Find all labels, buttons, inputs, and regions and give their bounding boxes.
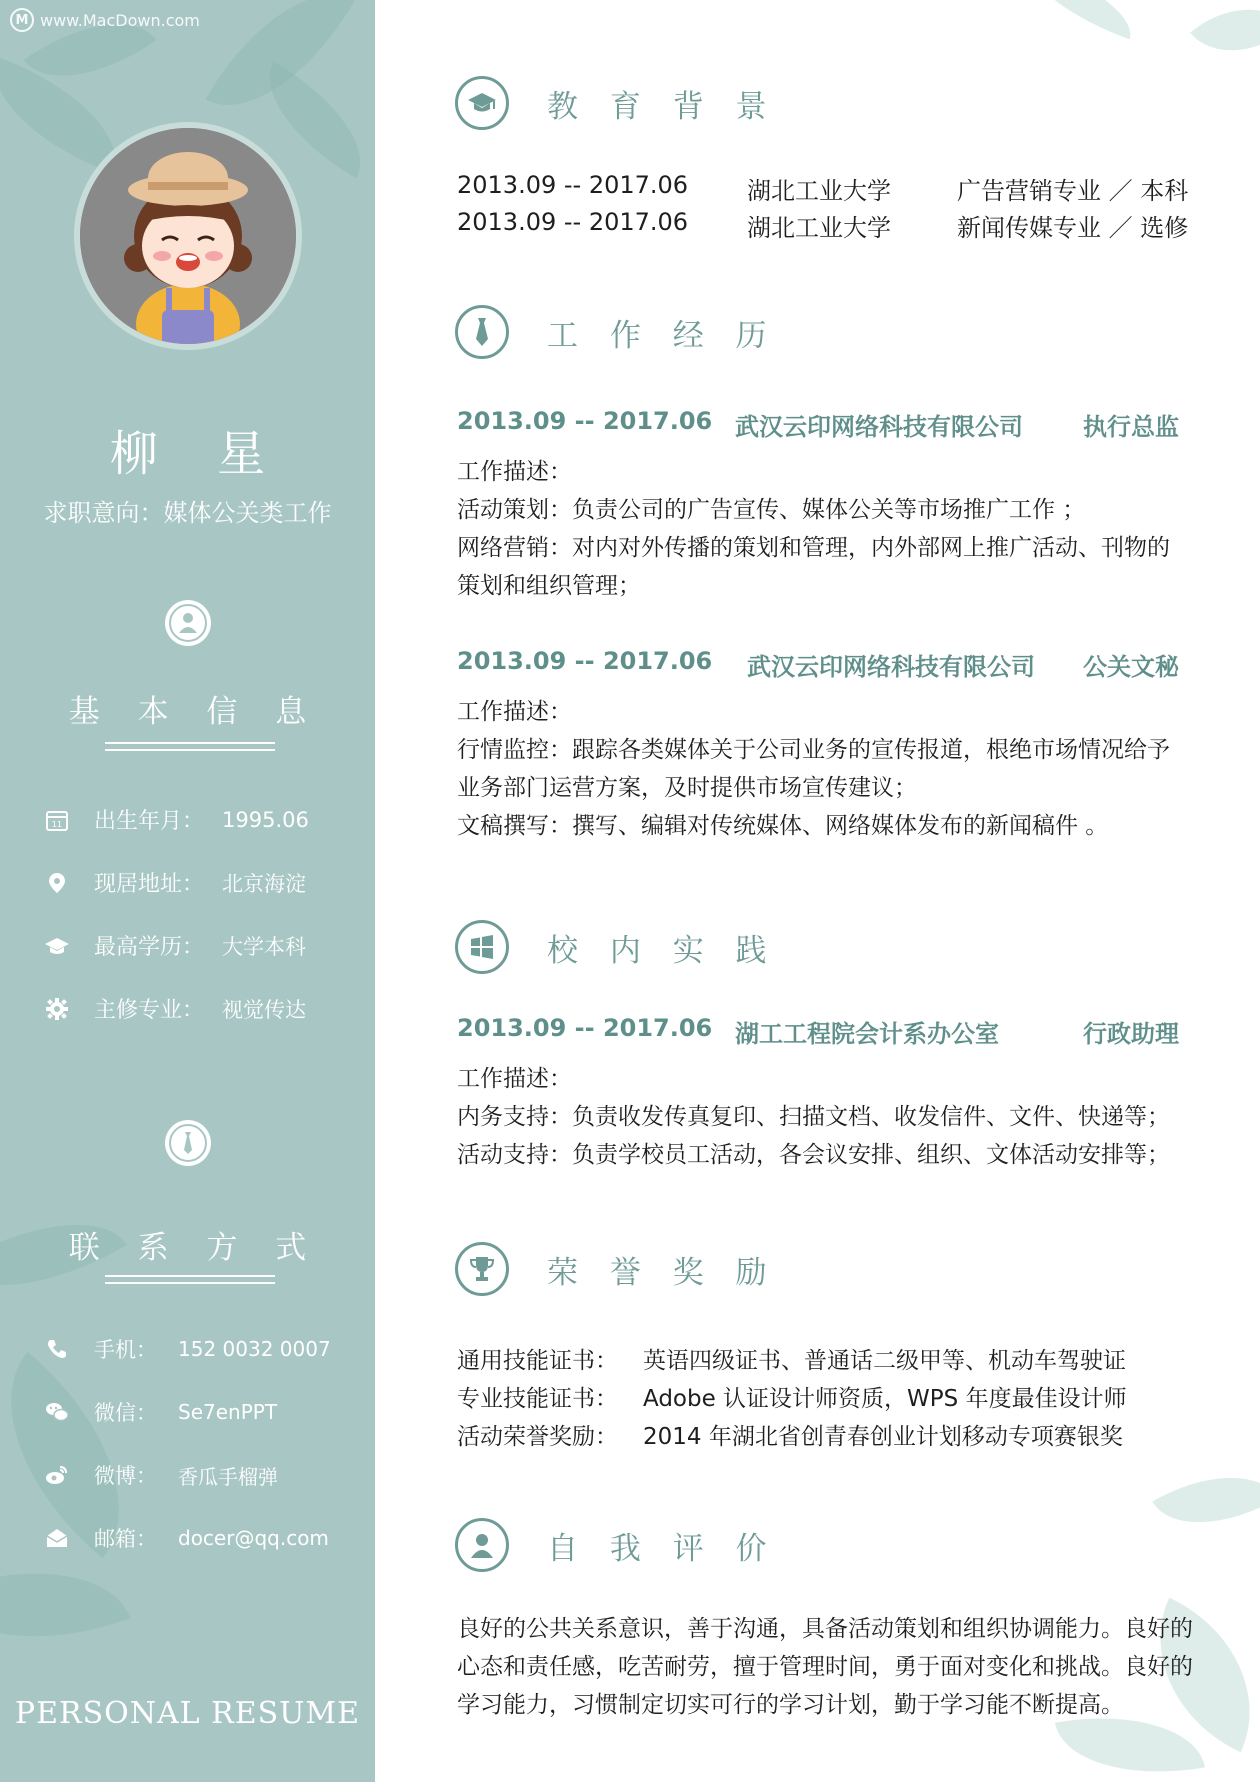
- edu-period: 2013.09 -- 2017.06: [457, 171, 689, 199]
- award-row: [457, 1342, 1126, 1375]
- contact-label: 手机：: [94, 1338, 157, 1362]
- job-role: 公关文秘: [1083, 653, 1179, 681]
- job-intent: 求职意向：媒体公关类工作: [43, 499, 332, 527]
- practice-role: 行政助理: [1083, 1020, 1179, 1048]
- watermark-text: www.MacDown.com: [40, 10, 200, 30]
- wechat-icon: [44, 1399, 70, 1425]
- leaf-decoration: [0, 1534, 130, 1677]
- leaf-decoration: [1017, 0, 1143, 39]
- mail-icon: [44, 1525, 70, 1551]
- info-row-address: [44, 867, 306, 898]
- contact-label: 邮箱：: [94, 1527, 157, 1551]
- info-value: 1995.06: [222, 807, 309, 832]
- edu-school: 湖北工业大学: [747, 177, 891, 205]
- practice-header: [457, 1014, 1179, 1048]
- info-label: 主修专业：: [94, 998, 205, 1023]
- watermark: [10, 8, 200, 32]
- person-badge-icon: [165, 600, 211, 646]
- watermark-logo: M: [10, 8, 34, 32]
- tie-badge-icon: [165, 1120, 211, 1166]
- job-company: 武汉云印网络科技有限公司: [735, 413, 1023, 441]
- info-label: 出生年月：: [94, 809, 205, 834]
- section-header-honors: [455, 1242, 778, 1296]
- contact-value: 152 0032 0007: [178, 1337, 331, 1361]
- phone-icon: [44, 1336, 70, 1362]
- edu-major: 广告营销专业 ／ 本科: [957, 177, 1189, 205]
- contact-label: 微博：: [94, 1464, 157, 1488]
- gear-icon: [44, 996, 70, 1022]
- leaf-decoration: [1190, 0, 1260, 79]
- person-icon: [455, 1518, 509, 1572]
- award-label: 通用技能证书：: [457, 1348, 618, 1374]
- award-value: 2014 年湖北省创青春创业计划移动专项赛银奖: [643, 1424, 1123, 1450]
- award-row: [457, 1380, 1127, 1413]
- award-value: Adobe 认证设计师资质，WPS 年度最佳设计师: [643, 1386, 1127, 1412]
- job-header: [457, 647, 1179, 681]
- info-label: 现居地址：: [94, 872, 205, 897]
- job-role: 执行总监: [1083, 413, 1179, 441]
- contact-row-email: [44, 1523, 329, 1553]
- info-label: 最高学历：: [94, 935, 205, 960]
- practice-period: 2013.09 -- 2017.06: [457, 1014, 713, 1042]
- contact-value: docer@qq.com: [178, 1526, 329, 1550]
- info-value: 视觉传达: [222, 997, 306, 1022]
- edu-school: 湖北工业大学: [747, 214, 891, 242]
- job-description-text: 工作描述： 行情监控：跟踪各类媒体关于公司业务的宣传报道，根绝市场情况给予 业务部门运营方案，及时提供市场宣传建议； 文稿撰写：撰写、编辑对传统媒体、网络媒体发布的新闻稿件 。: [457, 699, 1170, 839]
- weibo-icon: [44, 1462, 70, 1488]
- practice-description-text: 工作描述： 内务支持：负责收发传真复印、扫描文档、收发信件、文件、快递等； 活动支持：负责学校员工活动，各会议安排、组织、文体活动安排等；: [457, 1066, 1170, 1168]
- edu-major: 新闻传媒专业 ／ 选修: [957, 214, 1189, 242]
- basic-info-title: 基 本 信 息: [68, 694, 321, 730]
- contact-row-phone: [44, 1334, 331, 1364]
- practice-description: [457, 1060, 1197, 1174]
- award-value: 英语四级证书、普通话二级甲等、机动车驾驶证: [643, 1348, 1126, 1374]
- section-header-education: [455, 76, 778, 130]
- title-divider: [105, 742, 275, 751]
- job-description: [457, 693, 1197, 845]
- info-row-major: [44, 993, 306, 1024]
- sidebar: [0, 0, 375, 1782]
- leaf-decoration: [1152, 1447, 1260, 1554]
- contact-value: Se7enPPT: [178, 1400, 278, 1424]
- section-title: 工 作 经 历: [547, 317, 778, 354]
- job-description-text: 工作描述： 活动策划：负责公司的广告宣传、媒体公关等市场推广工作 ； 网络营销：对内对外传播的策划和管理，内外部网上推广活动、刊物的 策划和组织管理；: [457, 459, 1170, 599]
- calendar-icon: [44, 807, 70, 833]
- practice-org: 湖工工程院会计系办公室: [735, 1020, 999, 1048]
- award-label: 专业技能证书：: [457, 1386, 618, 1412]
- section-title: 校 内 实 践: [547, 932, 778, 969]
- section-header-work: [455, 305, 778, 359]
- award-row: [457, 1418, 1123, 1451]
- contact-value: 香瓜手榴弹: [178, 1464, 278, 1489]
- graduation-cap-icon: [455, 76, 509, 130]
- contact-label: 微信：: [94, 1401, 157, 1425]
- section-title: 自 我 评 价: [547, 1530, 778, 1567]
- job-company: 武汉云印网络科技有限公司: [747, 653, 1035, 681]
- contact-row-weibo: [44, 1460, 278, 1490]
- job-period: 2013.09 -- 2017.06: [457, 407, 713, 435]
- info-value: 北京海淀: [222, 871, 306, 896]
- graduation-cap-icon: [44, 933, 70, 959]
- avatar: [74, 122, 302, 350]
- info-row-education: [44, 930, 306, 961]
- job-description: [457, 453, 1197, 605]
- contact-row-wechat: [44, 1397, 277, 1427]
- info-value: 大学本科: [222, 934, 306, 959]
- location-pin-icon: [44, 870, 70, 896]
- trophy-icon: [455, 1242, 509, 1296]
- person-name: 柳 星: [109, 426, 288, 482]
- title-divider: [105, 1275, 275, 1284]
- award-label: 活动荣誉奖励：: [457, 1424, 618, 1450]
- section-header-practice: [455, 920, 778, 974]
- info-row-birth: [44, 804, 309, 835]
- job-header: [457, 407, 1179, 441]
- section-header-self-eval: [455, 1518, 778, 1572]
- section-title: 荣 誉 奖 励: [547, 1254, 778, 1291]
- self-evaluation-text: 良好的公共关系意识，善于沟通，具备活动策划和组织协调能力。良好的 心态和责任感，吃苦耐劳，擅于管理时间，勇于面对变化和挑战。良好的 学习能力，习惯制定切实可行的学习计划，勤于学习能不断提高。: [457, 1616, 1193, 1718]
- tie-icon: [455, 305, 509, 359]
- edu-period: 2013.09 -- 2017.06: [457, 208, 689, 236]
- self-evaluation: [457, 1610, 1197, 1724]
- job-period: 2013.09 -- 2017.06: [457, 647, 713, 675]
- section-title: 教 育 背 景: [547, 88, 778, 125]
- contact-title: 联 系 方 式: [68, 1230, 321, 1266]
- svg-text:11: 11: [51, 819, 63, 829]
- cartoon-girl-illustration: [80, 128, 296, 344]
- footer-title: PERSONAL RESUME: [14, 1696, 361, 1731]
- windows-grid-icon: [455, 920, 509, 974]
